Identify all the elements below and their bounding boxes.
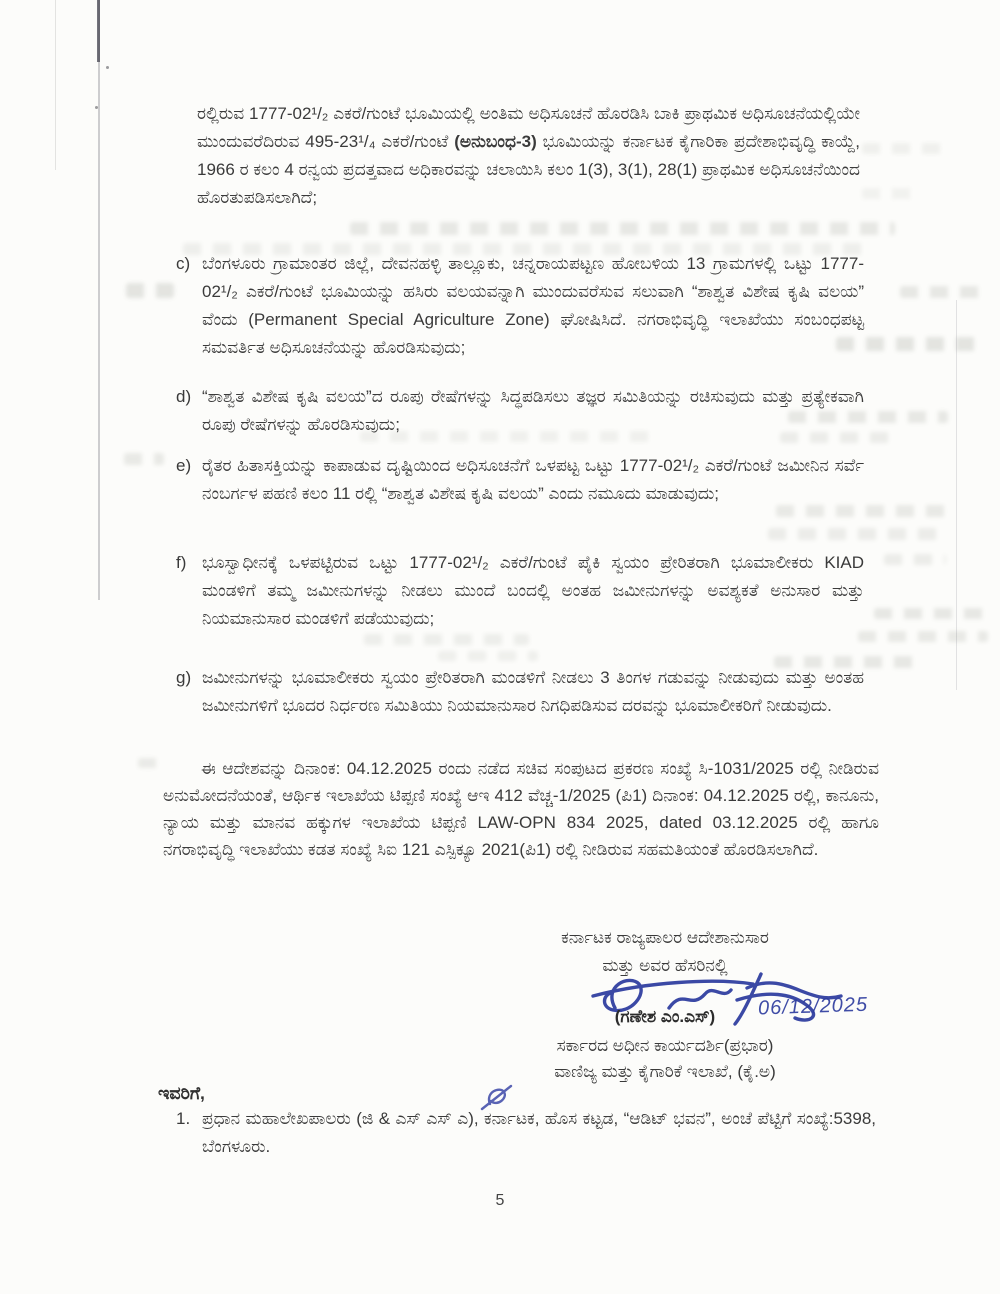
clause-e-label: e) <box>176 456 192 475</box>
clause-g <box>176 664 864 720</box>
ghost-bleed-mark <box>862 188 922 199</box>
signatory-designation: ಸರ್ಕಾರದ ಅಧೀನ ಕಾರ್ಯದರ್ಶಿ(ಪ್ರಭಾರ) <box>556 1036 774 1055</box>
intro-paragraph <box>197 100 860 212</box>
clause-f-label: f) <box>176 553 187 572</box>
clause-g-text: ಜಮೀನುಗಳನ್ನು ಭೂಮಾಲೀಕರು ಸ್ವಯಂ ಪ್ರೇರಿತರಾಗಿ ಮಂಡಳಿಗೆ ನೀಡಲು 3 ತಿಂಗಳ ಗಡುವನ್ನು ನೀಡುವುದು ಮತ್ತು ಅಂತಹ ಜಮೀನುಗಳಿಗೆ ಭೂದರ ನಿರ್ಧರಣ ಸಮಿತಿಯು ನಿಯಮಾನುಸಾರ ನಿಗಧಿಪಡಿಸುವ ದರವನ್ನು ಭೂಮಾಲೀಕರಿಗೆ ನೀಡುವುದು. <box>202 668 864 715</box>
ghost-bleed-mark <box>438 651 538 661</box>
scan-edge-line-dark-cap <box>97 0 100 62</box>
intro-text-part1: ರಲ್ಲಿರುವ 1777-02¹/₂ ಎಕರೆ/ಗುಂಟೆ ಭೂಮಿಯಲ್ಲಿ ಅಂತಿಮ ಅಧಿಸೂಚನೆ ಹೊರಡಿಸಿ ಬಾಕಿ ಪ್ರಾಥಮಿಕ ಅಧಿಸೂಚನೆಯಲ್ಲಿಯೇ ಮುಂದುವರೆದಿರುವ 495-23¹/₄ ಎಕರೆ/ಗುಂಟೆ <box>197 104 860 151</box>
ghost-bleed-mark <box>884 554 946 565</box>
signatory-department: ವಾಣಿಜ್ಯ ಮತ್ತು ಕೈಗಾರಿಕೆ ಇಲಾಖೆ, (ಕೈ.ಅ) <box>554 1062 776 1081</box>
intro-text-part2: ಭೂಮಿಯನ್ನು ಕರ್ನಾಟಕ ಕೈಗಾರಿಕಾ ಪ್ರದೇಶಾಭಿವೃದ್ಧಿ ಕಾಯ್ದೆ, 1966 ರ ಕಲಂ 4 ರನ್ವಯ ಪ್ರದತ್ತವಾದ ಅಧಿಕಾರವನ್ನು ಚಲಾಯಿಸಿ ಕಲಂ 1(3), 3(1), 28(1) ಪ್ರಾಥಮಿಕ ಅಧಿಸೂಚನೆಯಿಂದ ಹೊರತುಪಡಿಸಲಾಗಿದೆ; <box>197 132 860 207</box>
distribution-item-1-text: ಪ್ರಧಾನ ಮಹಾಲೇಖಪಾಲರು (ಜಿ & ಎಸ್ ಎಸ್ ಎ), ಕರ್ನಾಟಕ, ಹೊಸ ಕಟ್ಟಡ, “ಆಡಿಟ್ ಭವನ”, ಅಂಚೆ ಪೆಟ್ಟಿಗೆ ಸಂಖ್ಯೆ:5398, ಬೆಂಗಳೂರು. <box>202 1109 876 1156</box>
ghost-bleed-mark <box>364 634 529 645</box>
ghost-bleed-mark <box>126 283 174 298</box>
scan-speck <box>95 106 98 109</box>
clause-f <box>176 549 864 633</box>
by-order-line1: ಕರ್ನಾಟಕ ರಾಜ್ಯಪಾಲರ ಆದೇಶಾನುಸಾರ <box>561 928 769 947</box>
handwritten-signature-date: 06/12/2025 <box>757 993 869 1020</box>
clause-c-text: ಬೆಂಗಳೂರು ಗ್ರಾಮಾಂತರ ಜಿಲ್ಲೆ, ದೇವನಹಳ್ಳಿ ತಾಲ್ಲೂಕು, ಚನ್ನರಾಯಪಟ್ಟಣ ಹೋಬಳಿಯ 13 ಗ್ರಾಮಗಳಲ್ಲಿ ಒಟ್ಟು 1777-02¹/₂ ಎಕರೆ/ಗುಂಟೆ ಭೂಮಿಯನ್ನು ಹಸಿರು ವಲಯವನ್ನಾಗಿ ಮುಂದುವರೆಸುವ ಸಲುವಾಗಿ “ಶಾಶ್ವತ ವಿಶೇಷ ಕೃಷಿ ವಲಯ” ವೆಂದು (Permanent Special Agriculture Zone) ಘೋಷಿಸಿದೆ. ನಗರಾಭಿವೃದ್ಧಿ ಇಲಾಖೆಯು ಸಂಬಂಧಪಟ್ಟ ಸಮವರ್ತಿತ ಅಧಿಸೂಚನೆಯನ್ನು ಹೊರಡಿಸುವುದು; <box>202 254 864 357</box>
ghost-bleed-mark <box>350 222 895 235</box>
page-number: 5 <box>495 1192 505 1209</box>
clause-d-text: “ಶಾಶ್ವತ ವಿಶೇಷ ಕೃಷಿ ವಲಯ”ದ ರೂಪು ರೇಷೆಗಳನ್ನು ಸಿದ್ಧಪಡಿಸಲು ತಜ್ಞರ ಸಮಿತಿಯನ್ನು ರಚಿಸುವುದು ಮತ್ತು ಪ್ರತ್ಯೇಕವಾಗಿ ರೂಪು ರೇಷೆಗಳನ್ನು ಹೊರಡಿಸುವುದು; <box>202 387 864 434</box>
clause-c <box>176 250 864 362</box>
ghost-bleed-mark <box>862 143 952 154</box>
scan-speck <box>106 66 109 69</box>
clause-g-label: g) <box>176 668 192 687</box>
distribution-heading: ಇವರಿಗೆ, <box>158 1083 205 1103</box>
clause-c-label: c) <box>176 254 191 273</box>
intro-text-bold-annexure: (ಅನುಬಂಧ-3) <box>454 132 537 151</box>
clause-e <box>176 452 864 508</box>
ghost-bleed-mark <box>900 286 985 298</box>
ghost-bleed-mark <box>858 631 988 642</box>
clause-d-label: d) <box>176 387 192 406</box>
distribution-item-1-number: 1. <box>176 1109 191 1128</box>
clause-f-text: ಭೂಸ್ವಾಧೀನಕ್ಕೆ ಒಳಪಟ್ಟಿರುವ ಒಟ್ಟು 1777-02¹/₂ ಎಕರೆ/ಗುಂಟೆ ಪೈಕಿ ಸ್ವಯಂ ಪ್ರೇರಿತರಾಗಿ ಭೂಮಾಲೀಕರು KIAD ಮಂಡಳಿಗೆ ತಮ್ಮ ಜಮೀನುಗಳನ್ನು ನೀಡಲು ಮುಂದೆ ಬಂದಲ್ಲಿ ಅಂತಹ ಜಮೀನುಗಳನ್ನು ಅವಶ್ಯಕತೆ ಅನುಸಾರ ಮತ್ತು ನಿಯಮಾನುಸಾರ ಮಂಡಳಿಗೆ ಪಡೆಯುವುದು; <box>202 553 864 628</box>
ghost-bleed-mark <box>138 758 164 768</box>
scan-edge-line <box>98 0 100 600</box>
clause-d <box>176 383 864 439</box>
ghost-bleed-mark <box>124 453 164 465</box>
ghost-bleed-mark <box>874 608 989 619</box>
order-paragraph: ಈ ಆದೇಶವನ್ನು ದಿನಾಂಕ: 04.12.2025 ರಂದು ನಡೆದ ಸಚಿವ ಸಂಪುಟದ ಪ್ರಕರಣ ಸಂಖ್ಯೆ ಸಿ-1031/2025 ರಲ್ಲಿ ನೀಡಿರುವ ಅನುಮೋದನೆಯಂತೆ, ಆರ್ಥಿಕ ಇಲಾಖೆಯ ಟಿಪ್ಪಣಿ ಸಂಖ್ಯೆ ಆಇ 412 ವೆಚ್ಚ-1/2025 (ಪಿ1) ದಿನಾಂಕ: 04.12.2025 ರಲ್ಲಿ, ಕಾನೂನು, ನ್ಯಾಯ ಮತ್ತು ಮಾನವ ಹಕ್ಕುಗಳ ಇಲಾಖೆಯ ಟಿಪ್ಪಣಿ LAW-OPN 834 2025, dated 03.12.2025 ರಲ್ಲಿ ಹಾಗೂ ನಗರಾಭಿವೃದ್ಧಿ ಇಲಾಖೆಯು ಕಡತ ಸಂಖ್ಯೆ ಸಿಐ 121 ಎಸ್ಪಿಕ್ಯೂ 2021(ಪಿ1) ರಲ್ಲಿ ನೀಡಿರುವ ಸಹಮತಿಯಂತೆ ಹೊರಡಿಸಲಾಗಿದೆ. <box>163 759 879 859</box>
signatory-name: (ಗಣೇಶ ಎಂ.ಎಸ್) <box>614 1007 716 1026</box>
by-order-line2: ಮತ್ತು ಅವರ ಹೆಸರಿನಲ್ಲಿ <box>602 956 728 975</box>
scan-edge-line <box>55 0 56 170</box>
clause-e-text: ರೈತರ ಹಿತಾಸಕ್ತಿಯನ್ನು ಕಾಪಾಡುವ ದೃಷ್ಟಿಯಿಂದ ಅಧಿಸೂಚನೆಗೆ ಒಳಪಟ್ಟ ಒಟ್ಟು 1777-02¹/₂ ಎಕರೆ/ಗುಂಟೆ ಜಮೀನಿನ ಸರ್ವೆ ನಂಬರ್ಗಳ ಪಹಣಿ ಕಲಂ 11 ರಲ್ಲಿ “ಶಾಶ್ವತ ವಿಶೇಷ ಕೃಷಿ ವಲಯ” ಎಂದು ನಮೂದು ಮಾಡುವುದು; <box>202 456 864 503</box>
distribution-item-1 <box>176 1105 876 1161</box>
ghost-bleed-mark <box>768 528 948 540</box>
